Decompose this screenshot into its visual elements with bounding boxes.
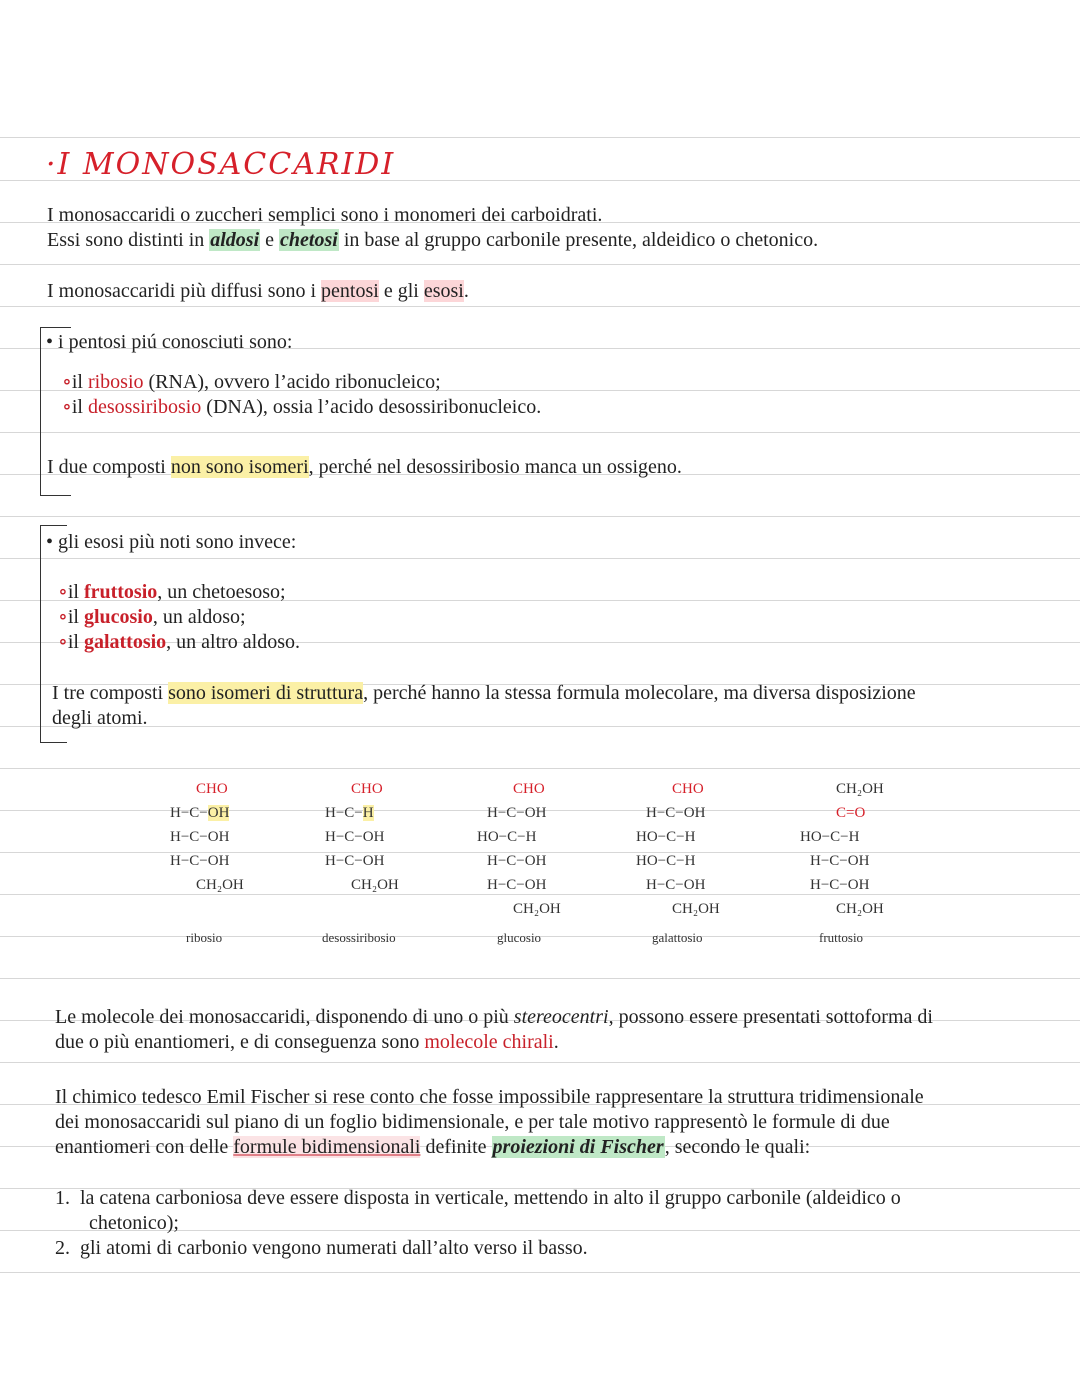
- pentosi-heading: [46, 330, 292, 354]
- term-aldosi: aldosi: [210, 229, 260, 251]
- ruled-line: [0, 432, 1080, 433]
- text-span: (DNA), ossia l’acido desossiribonucleico.: [201, 396, 542, 418]
- structure-desossiribosio: [325, 777, 399, 897]
- structure-row: CHO: [672, 781, 704, 797]
- bullet-dot: •: [46, 331, 59, 353]
- term-chetosi: chetosi: [280, 229, 338, 251]
- text-span: I due composti: [47, 456, 171, 478]
- structure-row: CHO: [513, 781, 545, 797]
- circle-bullet-icon: ∘: [58, 606, 68, 628]
- structure-ribosio: [170, 777, 244, 897]
- term-pentosi: pentosi: [321, 280, 379, 302]
- text-span: (RNA), ovvero l’acido ribonucleico;: [143, 371, 441, 393]
- text-span: il: [71, 396, 88, 418]
- intro-line-1: I monosaccaridi o zuccheri semplici sono i monomeri dei carboidrati.: [47, 204, 603, 226]
- structure-row: H−C−OH: [487, 877, 547, 893]
- rule-number: 1.: [55, 1187, 70, 1209]
- ruled-line: [0, 768, 1080, 769]
- structure-row: H−C−OH: [170, 805, 230, 821]
- ruled-line: [0, 264, 1080, 265]
- text-span: , perché nel desossiribosio manca un ossigeno.: [308, 456, 682, 478]
- structure-row: HO−C−H: [636, 853, 696, 869]
- structure-row: CH₂OH: [672, 901, 720, 917]
- structure-row: H−C−OH: [325, 853, 385, 869]
- text-span: , un chetoesoso;: [157, 581, 286, 603]
- text-span: definite: [420, 1136, 492, 1158]
- ruled-line: [0, 137, 1080, 138]
- structure-row: C=O: [836, 805, 866, 821]
- esosi-note-line-2: degli atomi.: [52, 707, 148, 729]
- text-span: Essi sono distinti in: [47, 229, 210, 251]
- chirali-line-2: [55, 1030, 559, 1054]
- text-span: il: [67, 606, 84, 628]
- fischer-line-3: [55, 1135, 810, 1159]
- pentosi-item-ribosio: [62, 370, 441, 394]
- structure-fruttosio: [800, 777, 884, 921]
- term-desossiribosio: desossiribosio: [87, 396, 202, 418]
- text-span: la catena carboniosa deve essere disposta in verticale, mettendo in alto il gruppo carbonile (aldeidico o: [80, 1187, 901, 1209]
- highlight-non-isomeri: non sono isomeri: [170, 456, 309, 478]
- structure-row: HO−C−H: [477, 829, 537, 845]
- pentosi-item-desossiribosio: [62, 395, 541, 419]
- text-span: il: [67, 631, 84, 653]
- ruled-line: [0, 978, 1080, 979]
- ruled-line: [0, 1062, 1080, 1063]
- text-span: i pentosi piú conosciuti sono:: [58, 331, 293, 353]
- structure-row: HO−C−H: [636, 829, 696, 845]
- text-span: in base al gruppo carbonile presente, aldeidico o chetonico.: [338, 229, 819, 251]
- caption-fruttosio: fruttosio: [819, 930, 864, 945]
- structure-row: H−C−OH: [646, 805, 706, 821]
- fischer-line-1: Il chimico tedesco Emil Fischer si rese conto che fosse impossibile rappresentare la struttura tridimensionale: [55, 1086, 924, 1108]
- text-span: , un altro aldoso.: [166, 631, 301, 653]
- highlight-isomeri-struttura: sono isomeri di struttura: [168, 682, 364, 704]
- text-span: e gli: [378, 280, 424, 302]
- structure-row: H−C−OH: [810, 877, 870, 893]
- esosi-item-glucosio: [58, 605, 246, 629]
- term-esosi: esosi: [423, 280, 464, 302]
- text-span: , un aldoso;: [152, 606, 246, 628]
- text-span: e: [260, 229, 280, 251]
- ruled-line: [0, 306, 1080, 307]
- intro-line-2: [47, 228, 818, 252]
- fischer-line-2: dei monosaccaridi sul piano di un foglio bidimensionale, e per tale motivo rappresentò le formule di due: [55, 1111, 890, 1133]
- term-glucosio: glucosio: [83, 606, 153, 628]
- structure-row: H−C−OH: [810, 853, 870, 869]
- text-span: , possono essere presentati sottoforma di: [608, 1006, 933, 1028]
- caption-galattosio: galattosio: [652, 930, 703, 945]
- text-span: gli atomi di carbonio vengono numerati dall’alto verso il basso.: [80, 1237, 588, 1259]
- circle-bullet-icon: ∘: [58, 581, 68, 603]
- page-title: ·I MONOSACCARIDI: [46, 147, 396, 182]
- pentosi-note: [47, 455, 682, 479]
- text-span: Le molecole dei monosaccaridi, disponendo di uno o più: [55, 1006, 514, 1028]
- esosi-note-line-1: [52, 681, 916, 705]
- circle-bullet-icon: ∘: [62, 371, 72, 393]
- ruled-line: [0, 1272, 1080, 1273]
- structure-row: H−C−OH: [170, 829, 230, 845]
- term-stereocentri: stereocentri: [513, 1006, 609, 1028]
- term-fruttosio: fruttosio: [83, 581, 158, 603]
- text-span: I tre composti: [52, 682, 169, 704]
- rule-number: 2.: [55, 1237, 70, 1259]
- structure-row: H−C−OH: [170, 853, 230, 869]
- structure-row: CHO: [351, 781, 383, 797]
- rule-2: [55, 1236, 588, 1260]
- text-span: .: [553, 1031, 559, 1053]
- structure-row: CH₂OH: [196, 877, 244, 893]
- structure-row: H−C−OH: [325, 829, 385, 845]
- esosi-heading: [46, 530, 296, 554]
- text-span: gli esosi più noti sono invece:: [58, 531, 297, 553]
- circle-bullet-icon: ∘: [58, 631, 68, 653]
- structure-row: H−C−H: [325, 805, 374, 821]
- caption-desossiribosio: desossiribosio: [322, 930, 396, 945]
- text-span: .: [463, 280, 469, 302]
- term-galattosio: galattosio: [83, 631, 167, 653]
- term-ribosio: ribosio: [87, 371, 144, 393]
- term-proiezioni-fischer: proiezioni di Fischer: [492, 1136, 664, 1158]
- ruled-line: [0, 726, 1080, 727]
- structure-row: CHO: [196, 781, 228, 797]
- text-span: , perché hanno la stessa formula molecolare, ma diversa disposizione: [363, 682, 916, 704]
- chirali-line-1: [55, 1005, 933, 1029]
- structure-glucosio: [477, 777, 561, 921]
- text-span: , secondo le quali:: [664, 1136, 811, 1158]
- term-molecole-chirali: molecole chirali: [424, 1031, 554, 1053]
- structure-row: H−C−OH: [487, 805, 547, 821]
- structure-row: CH₂OH: [513, 901, 561, 917]
- caption-glucosio: glucosio: [497, 930, 542, 945]
- structure-row: HO−C−H: [800, 829, 860, 845]
- structure-row: H−C−OH: [646, 877, 706, 893]
- caption-ribosio: ribosio: [186, 930, 223, 945]
- text-span: il: [67, 581, 84, 603]
- term-formule-bidimensionali: formule bidimensionali: [233, 1136, 421, 1158]
- esosi-item-galattosio: [58, 630, 300, 654]
- structure-row: H−C−OH: [487, 853, 547, 869]
- text-span: enantiomeri con delle: [55, 1136, 234, 1158]
- structure-row: CH₂OH: [351, 877, 399, 893]
- ruled-line: [0, 558, 1080, 559]
- diffusi-line: [47, 279, 469, 303]
- structure-row: CH₂OH: [836, 901, 884, 917]
- structure-galattosio: [636, 777, 720, 921]
- esosi-item-fruttosio: [58, 580, 286, 604]
- text-span: il: [71, 371, 88, 393]
- text-span: I monosaccaridi più diffusi sono i: [47, 280, 322, 302]
- structure-row: CH₂OH: [836, 781, 884, 797]
- rule-1: [55, 1186, 901, 1210]
- ruled-line: [0, 516, 1080, 517]
- bullet-dot: •: [46, 531, 59, 553]
- text-span: due o più enantiomeri, e di conseguenza sono: [55, 1031, 425, 1053]
- circle-bullet-icon: ∘: [62, 396, 72, 418]
- rule-1-continued: chetonico);: [89, 1212, 179, 1234]
